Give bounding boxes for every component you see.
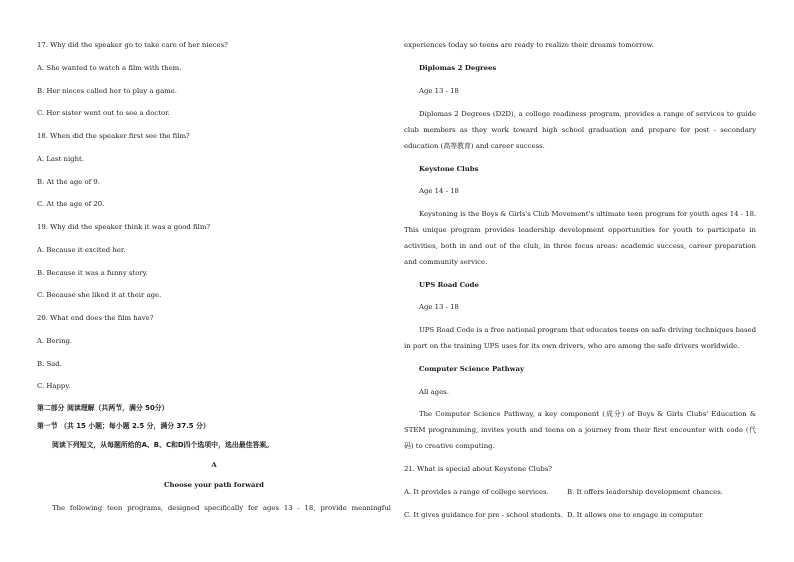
question-21-option-d: D. It allows one to engage in computer [567, 511, 703, 519]
reading-instruction: 阅读下列短文，从每题所给的A、B、C和D四个选项中，选出最佳答案。 [52, 441, 274, 449]
question-20-option-b: B. Sad. [37, 360, 62, 368]
question-17: 17. Why did the speaker go to take care of her nieces? [37, 41, 228, 49]
program-desc-ups-line2: in part on the training UPS uses for its own drivers, who are among the safe drivers worldwide. [404, 342, 740, 350]
program-title-d2d: Diplomas 2 Degrees [419, 64, 497, 72]
program-title-cs: Computer Science Pathway [419, 365, 525, 373]
program-age-cs: All ages. [419, 388, 449, 396]
passage-letter: A [211, 461, 217, 469]
question-19-option-a: A. Because it excited her. [37, 246, 126, 254]
passage-intro: The following teen programs, designed specifically for ages 13 - 18, provide meaningful [52, 504, 391, 512]
question-18-option-b: B. At the age of 9. [37, 178, 100, 186]
passage-title: Choose your path forward [164, 481, 264, 489]
section-1-heading: 第一节 （共 15 小题；每小题 2.5 分，满分 37.5 分） [37, 422, 210, 430]
program-desc-d2d-line3: education (高等教育) and career success. [404, 142, 545, 150]
question-18-option-c: C. At the age of 20. [37, 200, 105, 208]
program-desc-cs-line1: The Computer Science Pathway, a key component (成分) of Boys & Girls Clubs' Education & [419, 410, 756, 418]
program-desc-keystone-line1: Keystoning is the Boys & Girls's Club Movement's ultimate teen program for youth ages 14 - 18. [419, 210, 757, 218]
question-20: 20. What end does the film have? [37, 314, 154, 322]
question-19: 19. Why did the speaker think it was a good film? [37, 223, 211, 231]
program-desc-cs-line3: 码) to creative computing. [404, 442, 495, 450]
program-age-keystone: Age 14 - 18 [419, 187, 459, 195]
program-age-d2d: Age 13 - 18 [419, 87, 459, 95]
program-desc-keystone-line2: This unique program provides leadership development opportunities for youth to participate in [404, 226, 756, 234]
question-19-option-b: B. Because it was a funny story. [37, 269, 148, 277]
question-18-option-a: A. Last night. [37, 155, 84, 163]
question-20-option-c: C. Happy. [37, 382, 71, 390]
question-21: 21. What is special about Keystone Clubs? [404, 465, 552, 473]
program-desc-d2d-line2: club members as they work toward high school graduation and prepare for post - secondary [404, 126, 756, 134]
question-17-option-b: B. Her nieces called her to play a game. [37, 87, 177, 95]
program-desc-d2d-line1: Diplomas 2 Degrees (D2D), a college readiness program, provides a range of services to guide [419, 110, 756, 118]
program-desc-keystone-line4: and community service. [404, 258, 488, 266]
program-desc-ups-line1: UPS Road Code is a free national program that educates teens on safe driving techniques based [419, 326, 757, 334]
question-18: 18. When did the speaker first see the film? [37, 132, 190, 140]
program-title-ups: UPS Road Code [419, 281, 479, 289]
question-19-option-c: C. Because she liked it at their age. [37, 291, 162, 299]
program-age-ups: Age 13 - 18 [419, 303, 459, 311]
question-21-option-c: C. It gives guidance for pre - school students. [404, 511, 563, 519]
part-2-heading: 第二部分 阅读理解（共两节，满分 50分） [37, 404, 169, 412]
question-21-option-b: B. It offers leadership development chances. [567, 488, 723, 496]
question-20-option-a: A. Boring. [37, 337, 73, 345]
question-17-option-c: C. Her sister went out to see a doctor. [37, 109, 170, 117]
program-desc-cs-line2: STEM programming, invites youth and teens on a journey from their first encounter with code (代 [404, 426, 756, 434]
passage-intro-continued: experiences today so teens are ready to realize their dreams tomorrow. [404, 41, 654, 49]
program-title-keystone: Keystone Clubs [419, 165, 479, 173]
question-17-option-a: A. She wanted to watch a film with them. [37, 64, 182, 72]
program-desc-keystone-line3: activities, both in and out of the club, in three focus areas: academic success, career preparation [404, 242, 756, 250]
question-21-option-a: A. It provides a range of college services. [404, 488, 549, 496]
